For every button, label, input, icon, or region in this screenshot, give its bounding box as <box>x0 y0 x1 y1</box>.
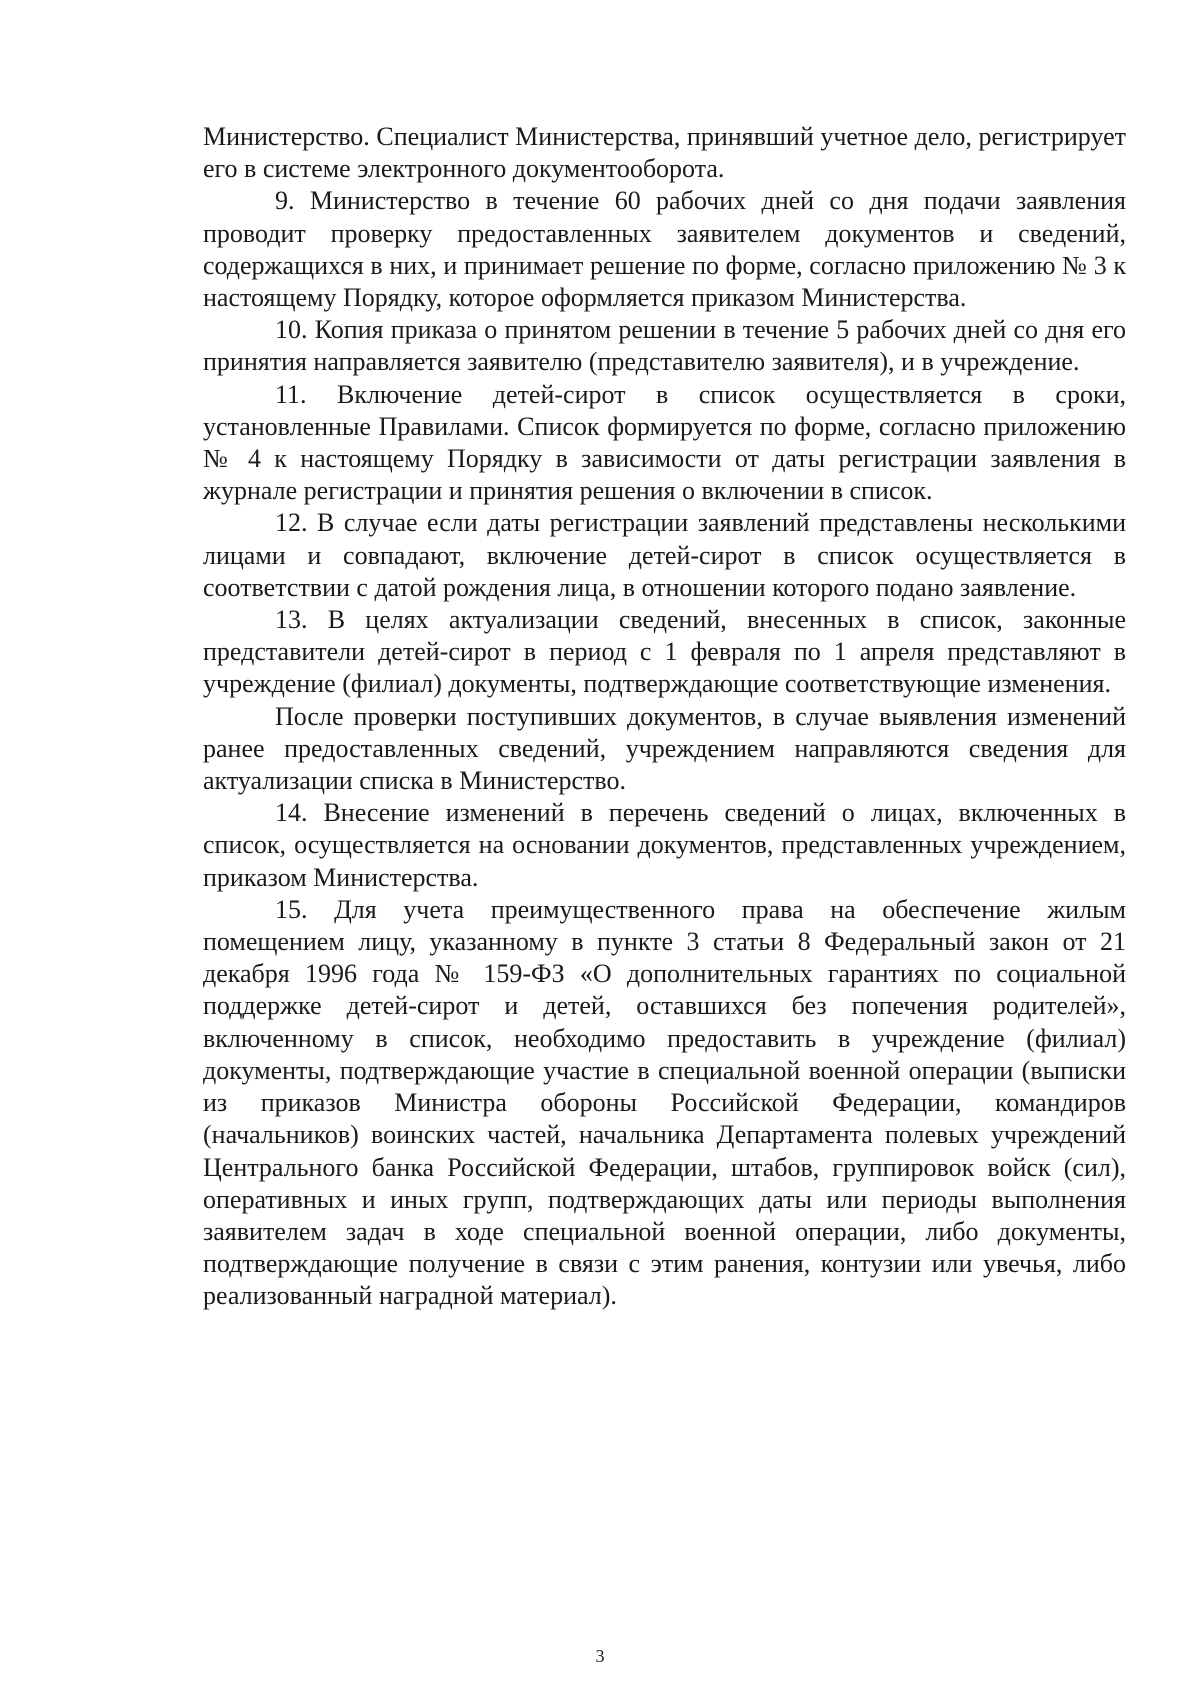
paragraph-item-13: 13. В целях актуализации сведений, внесенных в список, законные представители детей-сирот в период с 1 февраля по 1 апреля представляют в учреждение (филиал) документы, подтверждающие соответствующие изменения. <box>203 605 1126 699</box>
paragraph-item-14: 14. Внесение изменений в перечень сведений о лицах, включенных в список, осуществляется на основании документов, представленных учреждением, приказом Министерства. <box>203 798 1126 892</box>
document-body <box>203 121 1126 1313</box>
page-number: 3 <box>595 1646 605 1666</box>
paragraph-item-15: 15. Для учета преимущественного права на обеспечение жилым помещением лицу, указанному в пункте 3 статьи 8 Федеральный закон от 21 декабря 1996 года № 159-ФЗ «О дополнительных гарантиях по социальной поддержке детей-сирот и детей, оставшихся без попечения родителей», включенному в список, необходимо предоставить в учреждение (филиал) документы, подтверждающие участие в специальной военной операции (выписки из приказов Министра обороны Российской Федерации, командиров (начальников) воинских частей, начальника Департамента полевых учреждений Центрального банка Российской Федерации, штабов, группировок войск (сил), оперативных и иных групп, подтверждающих даты или периоды выполнения заявителем задач в ходе специальной военной операции, либо документы, подтверждающие получение в связи с этим ранения, контузии или увечья, либо реализованный наградной материал). <box>203 894 1126 1311</box>
paragraph-item-9: 9. Министерство в течение 60 рабочих дней со дня подачи заявления проводит проверку предоставленных заявителем документов и сведений, содержащихся в них, и принимает решение по форме, согласно приложению № 3 к настоящему Порядку, которое оформляется приказом Министерства. <box>203 186 1126 313</box>
paragraph-continuation: Министерство. Специалист Министерства, принявший учетное дело, регистрирует его в системе электронного документооборота. <box>203 122 1126 184</box>
paragraph-item-11: 11. Включение детей-сирот в список осуществляется в сроки, установленные Правилами. Список формируется по форме, согласно приложению № 4 к настоящему Порядку в зависимости от даты регистрации заявления в журнале регистрации и принятия решения о включении в список. <box>203 379 1126 506</box>
paragraph-item-10: 10. Копия приказа о принятом решении в течение 5 рабочих дней со дня его принятия направляется заявителю (представителю заявителя), и в учреждение. <box>203 315 1126 377</box>
paragraph-item-13-continued: После проверки поступивших документов, в случае выявления изменений ранее предоставленных сведений, учреждением направляются сведения для актуализации списка в Министерство. <box>203 701 1126 796</box>
paragraph-item-12: 12. В случае если даты регистрации заявлений представлены несколькими лицами и совпадают, включение детей-сирот в список осуществляется в соответствии с датой рождения лица, в отношении которого подано заявление. <box>203 508 1126 602</box>
